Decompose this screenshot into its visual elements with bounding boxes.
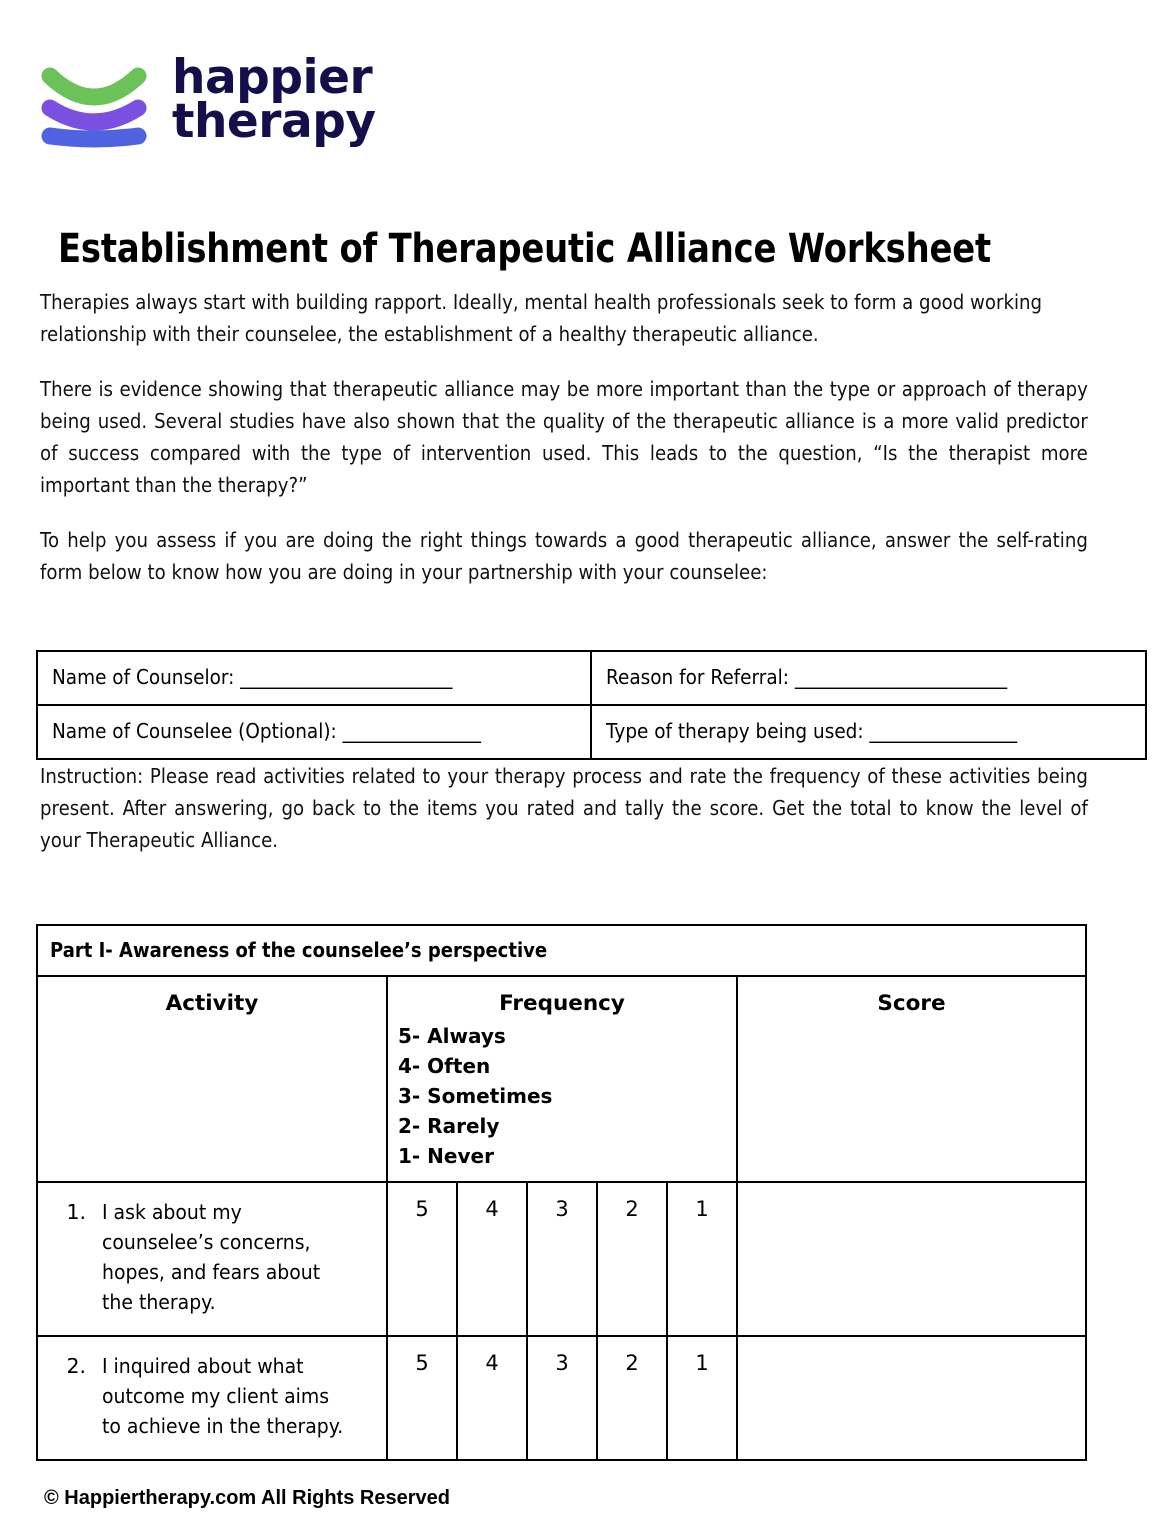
frequency-legend-item: 4- Often xyxy=(398,1054,491,1078)
table-row xyxy=(37,651,1146,705)
table-row xyxy=(37,705,1146,759)
activity-text: I inquired about what outcome my client aims to achieve in the therapy. xyxy=(102,1354,344,1438)
score-input-cell[interactable] xyxy=(737,1336,1086,1460)
activity-number: 2. xyxy=(66,1354,86,1378)
rating-option-3[interactable]: 3 xyxy=(527,1336,597,1460)
rating-table-part-header-row xyxy=(37,925,1086,976)
rating-table xyxy=(36,924,1087,1461)
intro-text-block xyxy=(40,286,1088,588)
counselor-name-field[interactable] xyxy=(37,651,591,705)
rating-table-column-header-row xyxy=(37,976,1086,1182)
brand-wordmark xyxy=(172,49,376,149)
frequency-legend xyxy=(388,1021,736,1171)
part-heading-text: Part I- Awareness of the counselee’s perspective xyxy=(50,938,548,962)
brand-logo xyxy=(38,49,376,149)
reason-for-referral-label: Reason for Referral: _______________________ xyxy=(606,665,1008,689)
paragraph-1: Therapies always start with building rapport. Ideally, mental health professionals seek to form a good working relationship with their counselee, the establishment of a healthy therapeutic alliance. xyxy=(40,290,1043,346)
page-title: Establishment of Therapeutic Alliance Worksheet xyxy=(58,225,991,272)
paragraph-2: There is evidence showing that therapeutic alliance may be more important than the type or approach of therapy being used. Several studies have also shown that the quality of the therapeutic alliance is a more valid predictor of success compared with the type of intervention used. This leads to the question, “Is the therapist more important than the therapy?” xyxy=(40,377,1088,497)
rating-option-1[interactable]: 1 xyxy=(667,1336,737,1460)
therapy-type-label: Type of therapy being used: ________________ xyxy=(606,719,1018,743)
score-input-cell[interactable] xyxy=(737,1182,1086,1336)
column-header-activity: Activity xyxy=(37,976,387,1182)
paragraph-3: To help you assess if you are doing the right things towards a good therapeutic alliance, answer the self-rating form below to know how you are doing in your partnership with your counselee: xyxy=(40,528,1088,584)
frequency-legend-item: 1- Never xyxy=(398,1144,494,1168)
frequency-legend-item: 3- Sometimes xyxy=(398,1084,553,1108)
rating-option-2[interactable]: 2 xyxy=(597,1182,667,1336)
rating-option-5[interactable]: 5 xyxy=(387,1336,457,1460)
rating-option-4[interactable]: 4 xyxy=(457,1182,527,1336)
counselee-name-label: Name of Counselee (Optional): _______________ xyxy=(52,719,482,743)
column-header-frequency xyxy=(387,976,737,1182)
table-row xyxy=(37,1182,1086,1336)
rating-option-4[interactable]: 4 xyxy=(457,1336,527,1460)
rating-option-1[interactable]: 1 xyxy=(667,1182,737,1336)
rating-option-5[interactable]: 5 xyxy=(387,1182,457,1336)
activity-cell xyxy=(37,1182,387,1336)
rating-option-3[interactable]: 3 xyxy=(527,1182,597,1336)
identification-table xyxy=(36,650,1147,760)
activity-cell xyxy=(37,1336,387,1460)
happier-therapy-logo-icon xyxy=(38,52,150,148)
instruction-block xyxy=(40,760,1088,856)
counselee-name-field[interactable] xyxy=(37,705,591,759)
activity-text: I ask about my counselee’s concerns, hopes, and fears about the therapy. xyxy=(102,1200,321,1314)
copyright-footer: © Happiertherapy.com All Rights Reserved xyxy=(44,1487,450,1509)
table-row xyxy=(37,1336,1086,1460)
reason-for-referral-field[interactable] xyxy=(591,651,1146,705)
frequency-legend-item: 5- Always xyxy=(398,1024,506,1048)
part-heading xyxy=(37,925,1086,976)
frequency-legend-item: 2- Rarely xyxy=(398,1114,500,1138)
instruction-text: Instruction: Please read activities related to your therapy process and rate the frequency of these activities being present. After answering, go back to the items you rated and tally the score. Get the total to know the level of your Therapeutic Alliance. xyxy=(40,764,1088,852)
counselor-name-label: Name of Counselor: _______________________ xyxy=(52,665,453,689)
column-header-score: Score xyxy=(737,976,1086,1182)
frequency-title: Frequency xyxy=(499,991,625,1016)
therapy-type-field[interactable] xyxy=(591,705,1146,759)
activity-number: 1. xyxy=(66,1200,86,1224)
brand-wordmark-line2: therapy xyxy=(172,94,376,149)
brand-wordmark-line1: happier xyxy=(172,49,373,105)
rating-option-2[interactable]: 2 xyxy=(597,1336,667,1460)
